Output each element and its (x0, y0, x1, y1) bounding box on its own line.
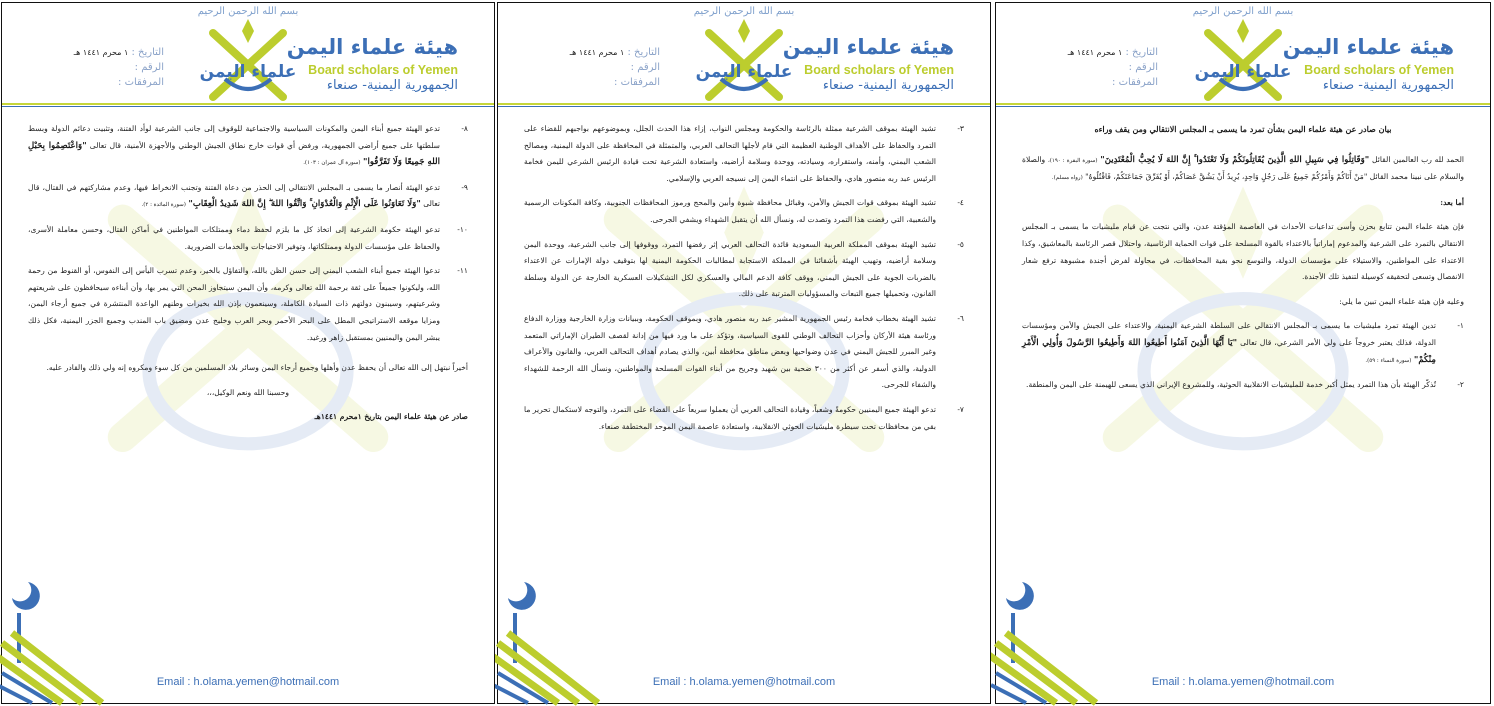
org-country: الجمهورية اليمنية- صنعاء (822, 78, 954, 93)
footer-email: Email : h.olama.yemen@hotmail.com (1151, 676, 1335, 688)
item-body: تدعو الهيئة جميع أبناء اليمن والمكونات السياسية والاجتماعية للوقوف إلى جانب الشرعية لوأد الفتنة، وتثبيت دعائم الدولة وبسط سلطتها على جميع أراضي الجمهورية، ورفض أي قوات خارج نطاق الجيش الوطني والأجهزة الأمنية، قال تعالى (28, 124, 440, 150)
item-number: ١١- (457, 266, 468, 276)
ref-label: الرقم : (630, 62, 660, 73)
attachments-label: المرفقات : (1112, 77, 1158, 88)
list-item (524, 237, 964, 303)
item-number: ١- (1457, 321, 1464, 331)
verse-reference: (سورة آل عمران : ١٠٣). (303, 160, 361, 167)
list-item (524, 311, 964, 394)
org-name-arabic: هيئة علماء اليمن (286, 35, 458, 59)
list-item (1022, 377, 1464, 394)
org-name-english: Board scholars of Yemen (1304, 63, 1454, 77)
document-page-3 (1, 2, 495, 704)
date-value: ١ محرم ١٤٤١ هـ (569, 48, 625, 57)
ama-bad: أما بعد: (1440, 197, 1464, 207)
document-page-2 (497, 2, 991, 704)
verse-reference: (سورة البقرة : ١٩٠)، (1047, 157, 1098, 164)
logo-text: علماء اليمن (695, 62, 793, 82)
organization-logo (1194, 17, 1292, 107)
paragraph-1: فإن هيئة علماء اليمن تتابع بحزن وأسى تداعيات الأحداث في العاصمة المؤقتة عدن، والتي نتجت عن قيام مليشيات ما يسمى بـ المجلس الانتقالي بالتمرد على الشرعية والمدعوم إماراتياً بالاعتداء بالقوة المسلحة على قوات الحماية الرئاسية، واحتلال قصر الرئاسة بالمعاشيق، وكذا الاعتداء على المواطنين، والاستيلاء على مؤسسات الدولة، والتوسع نحو بقية المحافظات، في محاولة لفرض أجندة مشبوهة ترفع شعار الانفصال وتسعى لتحقيقه كوسيلة لتنفيذ تلك الأجندة. (1022, 222, 1464, 282)
item-number: ١٠- (457, 224, 468, 234)
item-number: ٩- (461, 182, 468, 192)
letterhead (996, 3, 1490, 109)
item-text: تشيد الهيئة بموقف الشرعية ممثلة بالرئاسة والحكومة ومجلس النواب، إزاء هذا الحدث الجلل، وبموضوعهم بواجبهم للقضاء على التمرد والحفاظ على الأهداف الوطنية العظيمة التي قام لأجلها التحالف العربي، والمتمثلة في المحافظة على الدولة اليمنية، ومصالح الشعب اليمني، وأمنه، واستقراره، وسيادته، ووحدة وسلامة أراضيه، واستعادة الشرعية تحت قيادة الرئيس الشرعي لليمن فخامة الرئيس عبد ربه منصور هادي، والحفاظ على انتماء اليمن إلى نسيجه العربي والإسلامي. (524, 124, 936, 183)
ref-label: الرقم : (1128, 62, 1158, 73)
footer-email: Email : h.olama.yemen@hotmail.com (652, 676, 836, 688)
list-item (524, 121, 964, 187)
item-number: ٨- (461, 124, 468, 133)
letterhead (498, 3, 990, 109)
letter-meta (540, 45, 660, 90)
quran-verse: "وَلَا تَعَاوَنُوا عَلَى الْإِثْمِ وَالْعُدْوَانِ ۚ وَاتَّقُوا اللهَ ۖ إِنَّ اللهَ شَدِيدُ الْعِقَابِ" (188, 199, 421, 210)
item-number: ٣- (957, 124, 964, 133)
logo-text: علماء اليمن (199, 62, 297, 82)
hasbuna-line: وحسبنا الله ونعم الوكيل،،، (206, 387, 290, 397)
attachments-label: المرفقات : (118, 77, 164, 88)
header-rule-green (498, 103, 990, 105)
list-item (524, 195, 964, 228)
hadith-text: والصلاة والسلام على نبينا محمد القائل "مَنْ أَتَاكُمْ وَأَمْرُكُمْ جَمِيعٌ عَلَى رَجُلٍ وَاحِدٍ، يُرِيدُ أَنْ يَشُقَّ عَصَاكُمْ، أَوْ يُفَرِّقَ جَمَاعَتَكُمْ، فَاقْتُلُوهُ" (1022, 154, 1464, 182)
org-name-english: Board scholars of Yemen (308, 63, 458, 77)
document-page-1 (995, 2, 1491, 704)
item-number: ٢- (1457, 380, 1464, 390)
list-item (28, 222, 468, 255)
date-value: ١ محرم ١٤٤١ هـ (73, 48, 129, 57)
item-text: تشيد الهيئة بموقف المملكة العربية السعودية قائدة التحالف العربي إثر رفضها التمرد، ووقوفها إلى جانب الشرعية، ووحدة اليمن وسلامة أراضيه، وتهيب الهيئة بأشقائنا في المملكة الاستجابة لمطالبات الحكومة اليمنية لها بتوقيف دولة الإمارات عن الاعتداء بالضربات الجوية على الجيش اليمني، ووقف كافة الدعم المالي والعسكري لكل التشكيلات العسكرية الخارجة عن الدولة وسلطة القانون، وتحميلها جميع التبعات والمسؤوليات المترتبة على ذلك. (524, 239, 936, 299)
item-text: تدعوا الهيئة جميع أبناء الشعب اليمني إلى حسن الظن بالله، والتفاؤل بالخير، وعدم تسرب اليأس إلى النفوس، أو القنوط من رحمة الله، وليكونوا جميعاً على ثقة برحمة الله تعالى وكرمه، وأن اليمن سيتجاوز المحن التي يمر بها، وأن أبناءه سيحافظون على شريعتهم وشرعيتهم، وسيبنون دولتهم ذات السيادة الكاملة، وسينعمون بإذن الله بخيرات وطنهم الواعدة المنتشرة في جميع أرجاء اليمن، ومزايا موقعه الاستراتيجي المطل على البحر الأحمر وبحر العرب وخليج عدن ومضيق باب المندب وجميع الجزر اليمنية، فكل ذلك يبشر اليمن واليمنيين بمستقبل زاهر ورغيد. (28, 266, 440, 342)
org-name-arabic: هيئة علماء اليمن (782, 35, 954, 59)
date-label: التاريخ : (1125, 47, 1158, 58)
org-name-arabic: هيئة علماء اليمن (1282, 35, 1454, 59)
item-body: تدين الهيئة تمرد مليشيات ما يسمى بـ المجلس الانتقالي على السلطة الشرعية اليمنية، والاعتداء على الجيش والأمن ومؤسسات الدولة، فذلك يعتبر خروجاً على ولي الأمر الشرعي، قال تعالى (1022, 321, 1436, 347)
footer-email: Email : h.olama.yemen@hotmail.com (156, 676, 340, 688)
item-number: ٤- (957, 198, 964, 208)
letter-meta (1038, 45, 1158, 90)
basmala: بسم الله الرحمن الرحيم (693, 6, 795, 17)
signature-line: صادر عن هيئة علماء اليمن بتاريخ ١محرم ١٤٤١هـ (314, 412, 468, 422)
date-label: التاريخ : (627, 47, 660, 58)
basmala: بسم الله الرحمن الرحيم (197, 6, 299, 17)
item-text: تشيد الهيئة بموقف قوات الجيش والأمن، وقبائل محافظة شبوة وأبين والمحج ورموز المحافظات الجنوبية، وكافة المكونات الرسمية والشعبية، التي رفضت هذا التمرد وتصدت له، ونسأل الله أن يتقبل الشهداء ويشفي الجرحى. (524, 198, 936, 224)
list-item (28, 121, 468, 172)
letter-meta (44, 45, 164, 90)
basmala: بسم الله الرحمن الرحيم (1192, 6, 1294, 17)
statement-title: بيان صادر عن هيئة علماء اليمن بشأن تمرد ما يسمى بـ المجلس الانتقالي ومن يقف وراءه (1094, 124, 1392, 134)
date-label: التاريخ : (131, 47, 164, 58)
verse-reference: (سورة النساء : ٥٩). (1365, 357, 1412, 364)
header-rule-blue (996, 106, 1490, 107)
hadith-reference: (رواه مسلم). (1051, 175, 1083, 182)
item-number: ٦- (957, 313, 964, 323)
page-body (1022, 121, 1464, 643)
quran-verse: "وَقَاتِلُوا فِي سَبِيلِ اللهِ الَّذِينَ يُقَاتِلُونَكُمْ وَلَا تَعْتَدُوا ۚ إِنَّ اللهَ لَا يُحِبُّ الْمُعْتَدِينَ" (1100, 154, 1370, 165)
organization-logo (695, 17, 793, 107)
quran-verse: "يَا أَيُّهَا الَّذِينَ آمَنُوا أَطِيعُوا اللهَ وَأَطِيعُوا الرَّسُولَ وَأُولِي الْأَمْرِ مِنْكُمْ" (1022, 337, 1436, 365)
letterhead (2, 3, 494, 109)
item-text: تُذكّر الهيئة بأن هذا التمرد يمثل أكبر خدمة للمليشيات الانقلابية الحوثية، وللمشروع الإيراني الذي يسعى للهيمنة على اليمن والمنطقة. (1026, 380, 1436, 390)
header-rule-blue (498, 106, 990, 107)
header-rule-green (2, 103, 494, 105)
org-country: الجمهورية اليمنية- صنعاء (326, 78, 458, 93)
paragraph-2: وعليه فإن هيئة علماء اليمن تبين ما يلي: (1339, 296, 1464, 306)
item-text (28, 180, 440, 214)
page-body (28, 121, 468, 643)
logo-text: علماء اليمن (1194, 62, 1292, 82)
page-body (524, 121, 964, 643)
quran-verse: "وَاعْتَصِمُوا بِحَبْلِ اللهِ جَمِيعًا وَلَا تَفَرَّقُوا" (28, 140, 440, 168)
item-text (28, 121, 440, 172)
date-value: ١ محرم ١٤٤١ هـ (1067, 48, 1123, 57)
attachments-label: المرفقات : (614, 77, 660, 88)
organization-logo (199, 17, 297, 107)
header-rule-blue (2, 106, 494, 107)
closing-prayer: أخيراً نبتهل إلى الله تعالى أن يحفظ عدن وأهلها وجميع أرجاء اليمن وسائر بلاد المسلمين من كل سوء ومكروه إنه ولي ذلك والقادر عليه. (46, 363, 468, 373)
list-item (1022, 318, 1464, 369)
intro-paragraph (1022, 152, 1464, 187)
list-item (28, 180, 468, 214)
verse-reference: (سورة المائدة : ٢). (141, 202, 186, 209)
item-text: تدعو الهيئة حكومة الشرعية إلى اتخاذ كل ما يلزم لحفظ دماء وممتلكات المواطنين في أماكن القتال، وحسن معاملة الأسرى، والحفاظ على مؤسسات الدولة وممتلكاتها، وتوفير الاحتياجات والخدمات الضرورية. (28, 224, 440, 251)
item-text: تدعو الهيئة جميع اليمنيين حكومةً وشعباً، وقيادة التحالف العربي أن يعملوا سريعاً على القضاء على التمرد، والتوجه لاستكمال تحرير ما بقي من محافظات تحت سيطرة مليشيات الحوثي الانقلابية، واستعادة عاصمة اليمن الموحد المختطفة صنعاء. (524, 404, 936, 431)
intro-text: الحمد لله رب العالمين القائل (1372, 154, 1464, 164)
item-text: تشيد الهيئة بخطاب فخامة رئيس الجمهورية المشير عبد ربه منصور هادي، وبموقف الحكومة، وببيانات وزارة الخارجية ووزارة الدفاع ورئاسة هيئة الأركان وأحزاب التحالف الوطني للقوى السياسية، وتؤكد على ما ورد فيها من إدانة لقصف الطيران الإماراتي المتعمد وغير المبرر للجيش اليمني في عدن وضواحيها وبعض مناطق محافظة أبين، والذي يصادم أهداف التحالف العربي، والقانون والأعراف الدولية، والذي أسفر عن أكثر من ٣٠٠ ضحية بين شهيد وجريح من أبناء القوات المسلحة والمواطنين، ونسأل الله الرحمة للشهداء والشفاء للجرحى. (524, 313, 937, 390)
list-item (28, 263, 468, 346)
header-rule-green (996, 103, 1490, 105)
list-item (524, 402, 964, 435)
item-body: تدعو الهيئة أنصار ما يسمى بـ المجلس الانتقالي إلى الحذر من دعاة الفتنة وتجنب الانخراط فيها، وعدم مشاركتهم في القتال، قال تعالى (28, 182, 440, 209)
item-number: ٥- (957, 239, 964, 249)
org-name-english: Board scholars of Yemen (804, 63, 954, 77)
item-number: ٧- (957, 404, 964, 414)
ref-label: الرقم : (134, 62, 164, 73)
item-text (1022, 318, 1436, 369)
org-country: الجمهورية اليمنية- صنعاء (1322, 78, 1454, 93)
